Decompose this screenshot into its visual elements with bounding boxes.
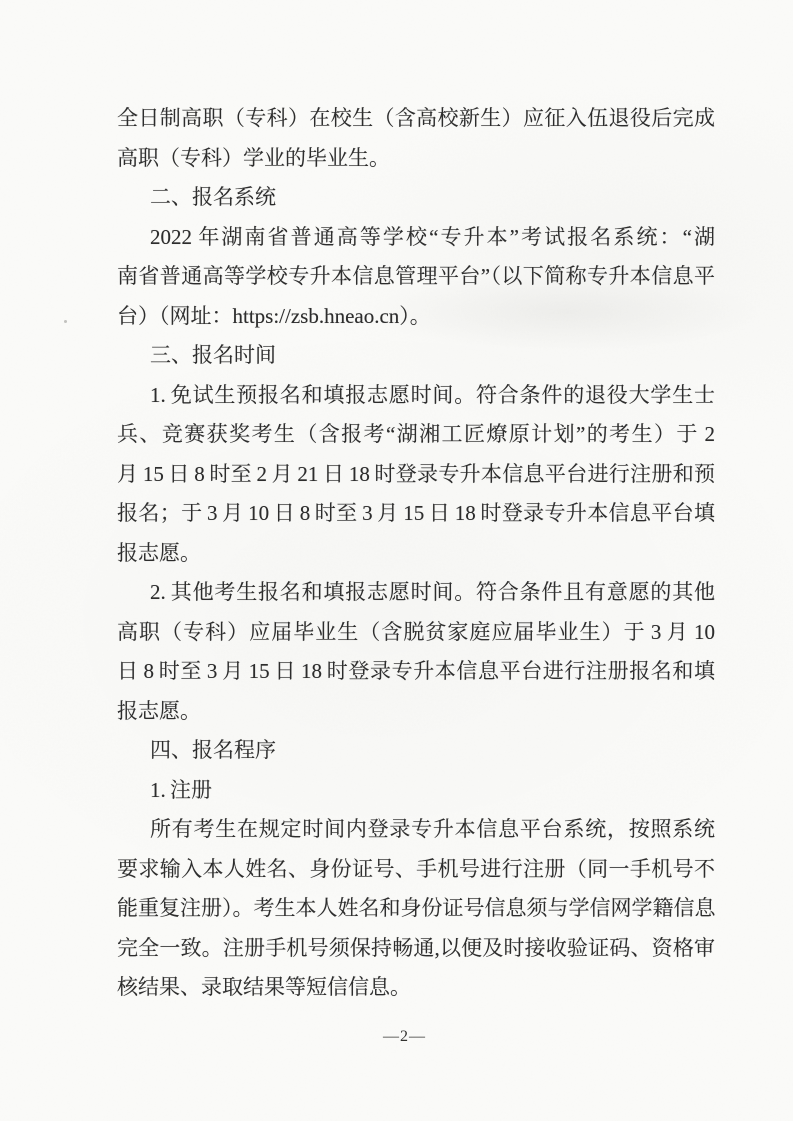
document-line: 1. 注册 — [150, 777, 212, 802]
page-number: —2— — [383, 1028, 426, 1045]
document-line: 四、报名程序 — [150, 738, 276, 762]
document-line: 完全一致。注册手机号须保持畅通,以便及时接收验证码、资格审 — [117, 935, 715, 960]
document-line: 报志愿。 — [117, 540, 201, 565]
document-line: 要求输入本人姓名、身份证号、手机号进行注册（同一手机号不 — [117, 856, 715, 881]
document-line: 2022 年湖南省普通高等学校“专升本”考试报名系统：“湖 — [150, 224, 715, 249]
document-line: 三、报名时间 — [150, 343, 276, 367]
document-body — [117, 99, 715, 1008]
document-line: 二、报名系统 — [150, 185, 276, 209]
document-line: 月 15 日 8 时至 2 月 21 日 18 时登录专升本信息平台进行注册和预 — [117, 461, 715, 486]
document-line: 南省普通高等学校专升本信息管理平台”（以下简称专升本信息平 — [117, 264, 715, 288]
scan-speck — [64, 320, 67, 323]
document-line: 报志愿。 — [117, 698, 201, 723]
document-line: 高职（专科）应届毕业生（含脱贫家庭应届毕业生）于 3 月 10 — [117, 619, 715, 644]
document-line: 报名；于 3 月 10 日 8 时至 3 月 15 日 18 时登录专升本信息平台填 — [117, 501, 715, 525]
document-line: 1. 免试生预报名和填报志愿时间。符合条件的退役大学生士 — [150, 382, 715, 407]
document-line: 兵、竞赛获奖考生（含报考“湖湘工匠燎原计划”的考生）于 2 — [117, 422, 715, 446]
document-line: 核结果、录取结果等短信信息。 — [117, 975, 411, 999]
document-line: 全日制高职（专科）在校生（含高校新生）应征入伍退役后完成 — [117, 106, 715, 130]
document-line: 台）（网址：https://zsb.hneao.cn）。 — [117, 303, 431, 328]
document-line: 日 8 时至 3 月 15 日 18 时登录专升本信息平台进行注册报名和填 — [117, 659, 715, 683]
document-line: 2. 其他考生报名和填报志愿时间。符合条件且有意愿的其他 — [150, 580, 715, 604]
document-line: 高职（专科）学业的毕业生。 — [117, 145, 390, 170]
document-line: 所有考生在规定时间内登录专升本信息平台系统，按照系统 — [150, 817, 715, 841]
document-line: 能重复注册）。考生本人姓名和身份证号信息须与学信网学籍信息 — [117, 896, 716, 920]
